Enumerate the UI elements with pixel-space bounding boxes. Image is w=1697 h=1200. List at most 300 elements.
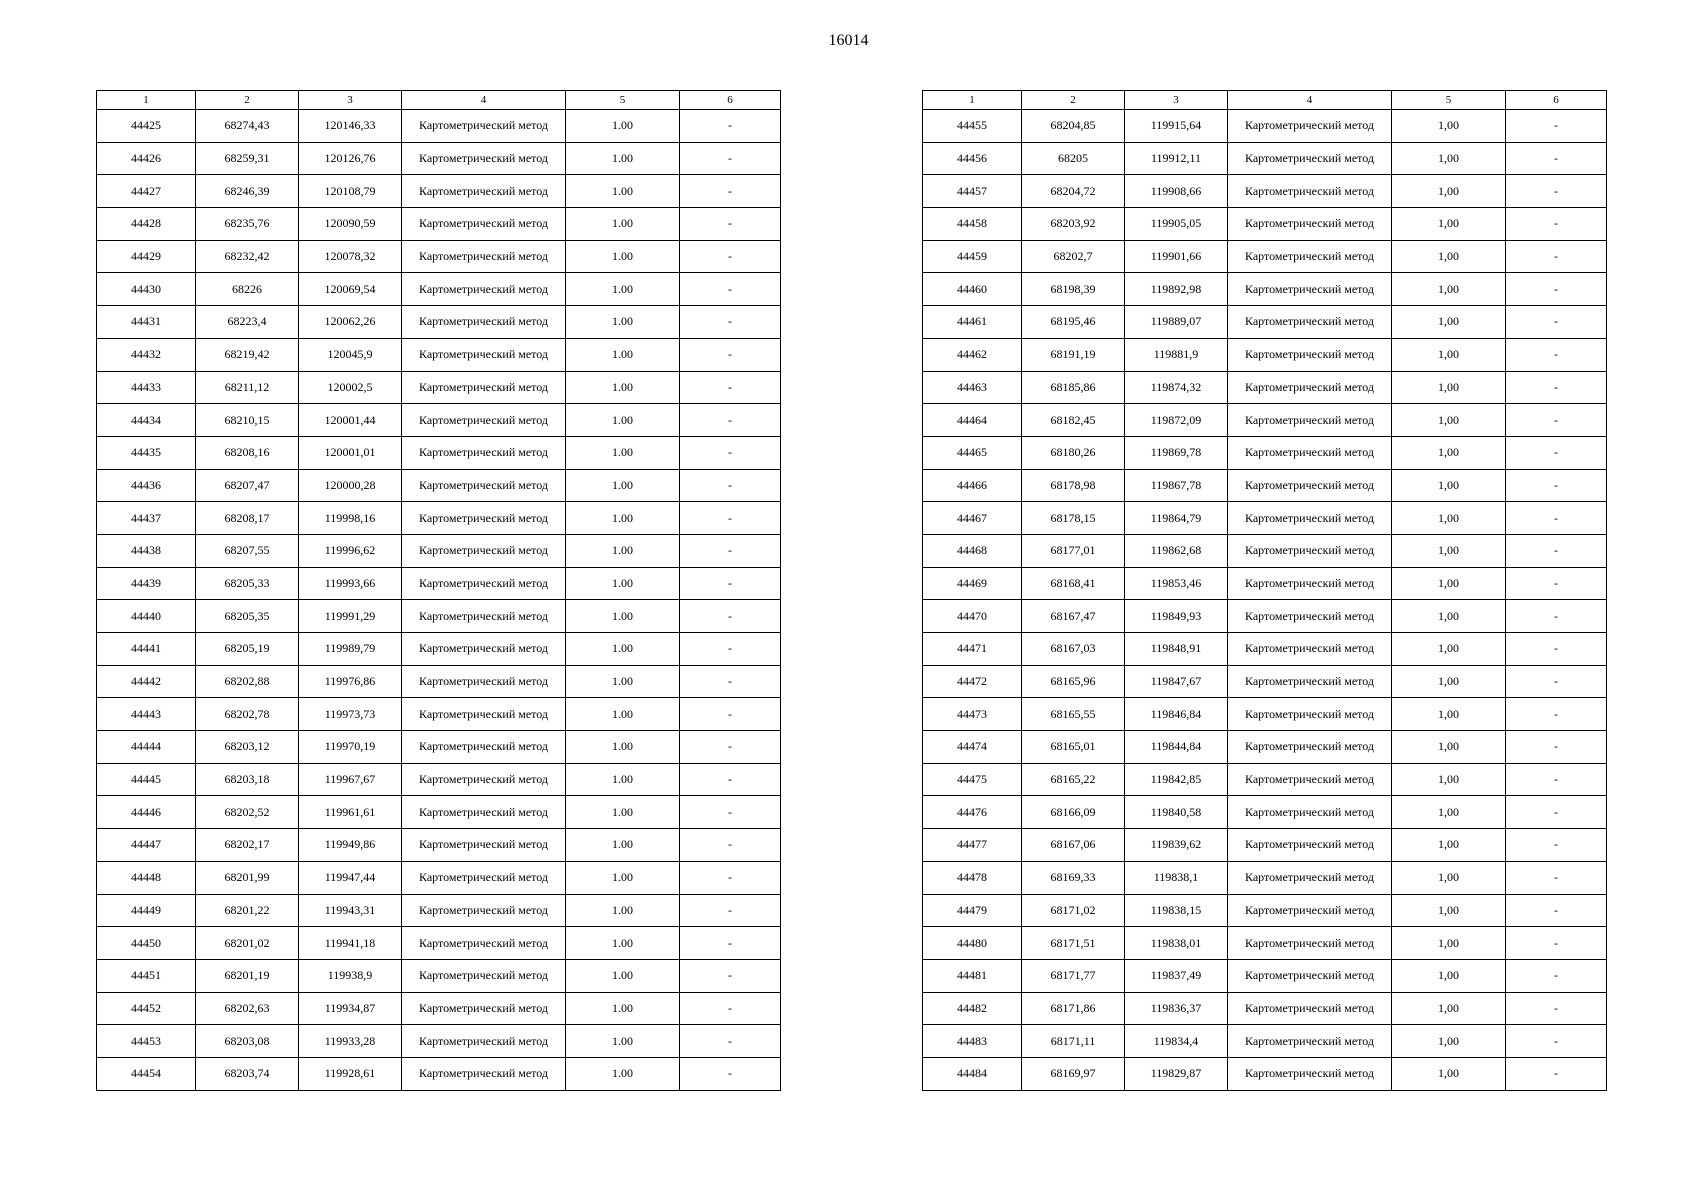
y-coordinate-cell: 119901,66 [1125,240,1228,273]
description-cell: - [680,796,781,829]
point-number-cell: 44430 [97,273,196,306]
x-coordinate-cell: 68203,18 [196,763,299,796]
point-number-cell: 44474 [923,731,1022,764]
description-cell: - [1506,861,1607,894]
x-coordinate-cell: 68207,55 [196,534,299,567]
description-cell: - [1506,633,1607,666]
column-header: 4 [1228,91,1392,110]
precision-cell: 1,00 [1392,633,1506,666]
point-number-cell: 44432 [97,338,196,371]
table-row [923,829,1607,862]
x-coordinate-cell: 68210,15 [196,404,299,437]
x-coordinate-cell: 68203,92 [1022,208,1125,241]
x-coordinate-cell: 68201,19 [196,959,299,992]
description-cell: - [1506,502,1607,535]
x-coordinate-cell: 68204,72 [1022,175,1125,208]
description-cell: - [680,600,781,633]
point-number-cell: 44478 [923,861,1022,894]
method-cell: Картометрический метод [1228,567,1392,600]
precision-cell: 1,00 [1392,992,1506,1025]
y-coordinate-cell: 119862,68 [1125,534,1228,567]
point-number-cell: 44447 [97,829,196,862]
x-coordinate-cell: 68202,7 [1022,240,1125,273]
y-coordinate-cell: 119961,61 [299,796,402,829]
point-number-cell: 44431 [97,306,196,339]
table-row [97,829,781,862]
description-cell: - [1506,600,1607,633]
table-row [923,992,1607,1025]
description-cell: - [1506,273,1607,306]
y-coordinate-cell: 120000,28 [299,469,402,502]
x-coordinate-cell: 68182,45 [1022,404,1125,437]
precision-cell: 1,00 [1392,404,1506,437]
y-coordinate-cell: 120126,76 [299,142,402,175]
precision-cell: 1.00 [566,110,680,143]
y-coordinate-cell: 119943,31 [299,894,402,927]
precision-cell: 1.00 [566,502,680,535]
table-row [97,763,781,796]
table-row [97,502,781,535]
y-coordinate-cell: 119941,18 [299,927,402,960]
x-coordinate-cell: 68171,86 [1022,992,1125,1025]
description-cell: - [680,731,781,764]
precision-cell: 1.00 [566,240,680,273]
point-number-cell: 44480 [923,927,1022,960]
precision-cell: 1,00 [1392,273,1506,306]
x-coordinate-cell: 68223,4 [196,306,299,339]
method-cell: Картометрический метод [402,796,566,829]
y-coordinate-cell: 120069,54 [299,273,402,306]
point-number-cell: 44428 [97,208,196,241]
precision-cell: 1,00 [1392,338,1506,371]
table-row [923,731,1607,764]
y-coordinate-cell: 120090,59 [299,208,402,241]
table-row [923,763,1607,796]
point-number-cell: 44425 [97,110,196,143]
method-cell: Картометрический метод [1228,371,1392,404]
method-cell: Картометрический метод [402,469,566,502]
method-cell: Картометрический метод [1228,404,1392,437]
column-header: 6 [1506,91,1607,110]
x-coordinate-cell: 68246,39 [196,175,299,208]
method-cell: Картометрический метод [402,338,566,371]
y-coordinate-cell: 119892,98 [1125,273,1228,306]
x-coordinate-cell: 68166,09 [1022,796,1125,829]
table-row [97,992,781,1025]
method-cell: Картометрический метод [402,502,566,535]
method-cell: Картометрический метод [402,142,566,175]
table-row [97,371,781,404]
x-coordinate-cell: 68202,63 [196,992,299,1025]
y-coordinate-cell: 119947,44 [299,861,402,894]
precision-cell: 1,00 [1392,894,1506,927]
description-cell: - [680,633,781,666]
x-coordinate-cell: 68203,74 [196,1057,299,1090]
y-coordinate-cell: 119874,32 [1125,371,1228,404]
point-number-cell: 44443 [97,698,196,731]
method-cell: Картометрический метод [402,1057,566,1090]
point-number-cell: 44471 [923,633,1022,666]
description-cell: - [1506,338,1607,371]
x-coordinate-cell: 68226 [196,273,299,306]
method-cell: Картометрический метод [402,110,566,143]
x-coordinate-cell: 68202,88 [196,665,299,698]
precision-cell: 1.00 [566,959,680,992]
y-coordinate-cell: 119933,28 [299,1025,402,1058]
x-coordinate-cell: 68232,42 [196,240,299,273]
y-coordinate-cell: 120002,5 [299,371,402,404]
point-number-cell: 44426 [97,142,196,175]
method-cell: Картометрический метод [1228,534,1392,567]
table-row [923,175,1607,208]
table-row [923,371,1607,404]
method-cell: Картометрический метод [1228,175,1392,208]
point-number-cell: 44434 [97,404,196,437]
y-coordinate-cell: 119842,85 [1125,763,1228,796]
x-coordinate-cell: 68198,39 [1022,273,1125,306]
method-cell: Картометрический метод [402,698,566,731]
y-coordinate-cell: 119970,19 [299,731,402,764]
point-number-cell: 44437 [97,502,196,535]
method-cell: Картометрический метод [1228,796,1392,829]
x-coordinate-cell: 68202,52 [196,796,299,829]
table-row [923,600,1607,633]
point-number-cell: 44476 [923,796,1022,829]
y-coordinate-cell: 119848,91 [1125,633,1228,666]
page-number: 16014 [828,32,869,49]
method-cell: Картометрический метод [402,600,566,633]
column-header: 1 [97,91,196,110]
precision-cell: 1,00 [1392,600,1506,633]
table-row [97,208,781,241]
table-row [923,534,1607,567]
header-row [97,91,781,110]
y-coordinate-cell: 119976,86 [299,665,402,698]
method-cell: Картометрический метод [1228,992,1392,1025]
description-cell: - [680,273,781,306]
y-coordinate-cell: 119881,9 [1125,338,1228,371]
description-cell: - [1506,959,1607,992]
y-coordinate-cell: 119834,4 [1125,1025,1228,1058]
table-row [97,436,781,469]
precision-cell: 1,00 [1392,861,1506,894]
table-row [923,927,1607,960]
table-row [97,404,781,437]
table-row [97,142,781,175]
method-cell: Картометрический метод [402,894,566,927]
precision-cell: 1.00 [566,992,680,1025]
table-row [97,240,781,273]
column-header: 5 [1392,91,1506,110]
method-cell: Картометрический метод [1228,959,1392,992]
point-number-cell: 44483 [923,1025,1022,1058]
x-coordinate-cell: 68205 [1022,142,1125,175]
method-cell: Картометрический метод [402,240,566,273]
y-coordinate-cell: 119867,78 [1125,469,1228,502]
point-number-cell: 44446 [97,796,196,829]
method-cell: Картометрический метод [1228,1025,1392,1058]
x-coordinate-cell: 68165,96 [1022,665,1125,698]
method-cell: Картометрический метод [402,404,566,437]
y-coordinate-cell: 119847,67 [1125,665,1228,698]
description-cell: - [680,861,781,894]
precision-cell: 1.00 [566,371,680,404]
coordinates-table-left [96,90,781,1091]
point-number-cell: 44460 [923,273,1022,306]
point-number-cell: 44456 [923,142,1022,175]
x-coordinate-cell: 68178,98 [1022,469,1125,502]
point-number-cell: 44465 [923,436,1022,469]
column-header: 2 [196,91,299,110]
description-cell: - [680,1025,781,1058]
y-coordinate-cell: 119840,58 [1125,796,1228,829]
point-number-cell: 44472 [923,665,1022,698]
description-cell: - [680,142,781,175]
description-cell: - [1506,731,1607,764]
x-coordinate-cell: 68201,22 [196,894,299,927]
method-cell: Картометрический метод [402,273,566,306]
precision-cell: 1,00 [1392,927,1506,960]
method-cell: Картометрический метод [402,731,566,764]
precision-cell: 1.00 [566,731,680,764]
method-cell: Картометрический метод [1228,763,1392,796]
precision-cell: 1.00 [566,567,680,600]
table-row [923,959,1607,992]
method-cell: Картометрический метод [1228,829,1392,862]
x-coordinate-cell: 68171,11 [1022,1025,1125,1058]
point-number-cell: 44433 [97,371,196,404]
description-cell: - [680,175,781,208]
table-row [923,1025,1607,1058]
precision-cell: 1,00 [1392,534,1506,567]
x-coordinate-cell: 68208,16 [196,436,299,469]
table-row [923,502,1607,535]
method-cell: Картометрический метод [1228,1057,1392,1090]
table-row [97,665,781,698]
precision-cell: 1,00 [1392,371,1506,404]
description-cell: - [1506,469,1607,502]
precision-cell: 1.00 [566,436,680,469]
table-row [923,240,1607,273]
precision-cell: 1,00 [1392,469,1506,502]
precision-cell: 1.00 [566,534,680,567]
description-cell: - [1506,175,1607,208]
description-cell: - [680,698,781,731]
description-cell: - [680,1057,781,1090]
table-row [97,633,781,666]
method-cell: Картометрический метод [1228,338,1392,371]
point-number-cell: 44463 [923,371,1022,404]
y-coordinate-cell: 120108,79 [299,175,402,208]
y-coordinate-cell: 119967,67 [299,763,402,796]
description-cell: - [1506,1057,1607,1090]
table-row [923,861,1607,894]
x-coordinate-cell: 68204,85 [1022,110,1125,143]
x-coordinate-cell: 68205,35 [196,600,299,633]
description-cell: - [680,534,781,567]
method-cell: Картометрический метод [1228,436,1392,469]
point-number-cell: 44429 [97,240,196,273]
x-coordinate-cell: 68274,43 [196,110,299,143]
table-row [97,567,781,600]
y-coordinate-cell: 119853,46 [1125,567,1228,600]
point-number-cell: 44452 [97,992,196,1025]
table-row [923,469,1607,502]
table-row [97,861,781,894]
point-number-cell: 44464 [923,404,1022,437]
y-coordinate-cell: 119836,37 [1125,992,1228,1025]
x-coordinate-cell: 68205,19 [196,633,299,666]
x-coordinate-cell: 68185,86 [1022,371,1125,404]
x-coordinate-cell: 68195,46 [1022,306,1125,339]
point-number-cell: 44466 [923,469,1022,502]
point-number-cell: 44441 [97,633,196,666]
precision-cell: 1,00 [1392,436,1506,469]
y-coordinate-cell: 119889,07 [1125,306,1228,339]
table-row [97,731,781,764]
description-cell: - [1506,763,1607,796]
method-cell: Картометрический метод [402,992,566,1025]
y-coordinate-cell: 119838,01 [1125,927,1228,960]
method-cell: Картометрический метод [402,633,566,666]
precision-cell: 1.00 [566,208,680,241]
y-coordinate-cell: 119844,84 [1125,731,1228,764]
description-cell: - [680,110,781,143]
precision-cell: 1,00 [1392,698,1506,731]
description-cell: - [1506,665,1607,698]
x-coordinate-cell: 68165,01 [1022,731,1125,764]
precision-cell: 1,00 [1392,959,1506,992]
method-cell: Картометрический метод [402,175,566,208]
table-row [97,600,781,633]
table-row [97,273,781,306]
table-row [923,142,1607,175]
table-row [97,175,781,208]
x-coordinate-cell: 68219,42 [196,338,299,371]
point-number-cell: 44444 [97,731,196,764]
x-coordinate-cell: 68180,26 [1022,436,1125,469]
description-cell: - [1506,567,1607,600]
description-cell: - [680,208,781,241]
column-header: 5 [566,91,680,110]
point-number-cell: 44439 [97,567,196,600]
y-coordinate-cell: 119973,73 [299,698,402,731]
table-row [97,306,781,339]
table-row [923,306,1607,339]
y-coordinate-cell: 119934,87 [299,992,402,1025]
table-row [97,796,781,829]
point-number-cell: 44462 [923,338,1022,371]
y-coordinate-cell: 119912,11 [1125,142,1228,175]
y-coordinate-cell: 119864,79 [1125,502,1228,535]
x-coordinate-cell: 68191,19 [1022,338,1125,371]
point-number-cell: 44435 [97,436,196,469]
y-coordinate-cell: 119998,16 [299,502,402,535]
y-coordinate-cell: 119869,78 [1125,436,1228,469]
y-coordinate-cell: 120062,26 [299,306,402,339]
precision-cell: 1.00 [566,633,680,666]
point-number-cell: 44449 [97,894,196,927]
precision-cell: 1,00 [1392,175,1506,208]
point-number-cell: 44475 [923,763,1022,796]
method-cell: Картометрический метод [402,829,566,862]
method-cell: Картометрический метод [1228,502,1392,535]
description-cell: - [680,567,781,600]
y-coordinate-cell: 119928,61 [299,1057,402,1090]
precision-cell: 1.00 [566,829,680,862]
coordinates-table-right [922,90,1607,1091]
precision-cell: 1,00 [1392,110,1506,143]
precision-cell: 1.00 [566,927,680,960]
x-coordinate-cell: 68201,99 [196,861,299,894]
point-number-cell: 44467 [923,502,1022,535]
y-coordinate-cell: 119938,9 [299,959,402,992]
method-cell: Картометрический метод [402,371,566,404]
x-coordinate-cell: 68202,17 [196,829,299,862]
y-coordinate-cell: 120001,44 [299,404,402,437]
x-coordinate-cell: 68171,77 [1022,959,1125,992]
point-number-cell: 44470 [923,600,1022,633]
table-row [97,469,781,502]
description-cell: - [1506,992,1607,1025]
precision-cell: 1.00 [566,338,680,371]
method-cell: Картометрический метод [402,665,566,698]
table-row [97,338,781,371]
y-coordinate-cell: 119837,49 [1125,959,1228,992]
column-header: 6 [680,91,781,110]
point-number-cell: 44442 [97,665,196,698]
x-coordinate-cell: 68259,31 [196,142,299,175]
y-coordinate-cell: 120001,01 [299,436,402,469]
y-coordinate-cell: 119838,1 [1125,861,1228,894]
x-coordinate-cell: 68235,76 [196,208,299,241]
description-cell: - [1506,1025,1607,1058]
method-cell: Картометрический метод [1228,110,1392,143]
y-coordinate-cell: 119905,05 [1125,208,1228,241]
y-coordinate-cell: 119996,62 [299,534,402,567]
precision-cell: 1.00 [566,763,680,796]
method-cell: Картометрический метод [1228,633,1392,666]
description-cell: - [1506,306,1607,339]
y-coordinate-cell: 119991,29 [299,600,402,633]
description-cell: - [1506,404,1607,437]
point-number-cell: 44454 [97,1057,196,1090]
precision-cell: 1.00 [566,273,680,306]
precision-cell: 1,00 [1392,240,1506,273]
x-coordinate-cell: 68167,47 [1022,600,1125,633]
description-cell: - [680,992,781,1025]
point-number-cell: 44453 [97,1025,196,1058]
precision-cell: 1,00 [1392,829,1506,862]
table-row [923,404,1607,437]
method-cell: Картометрический метод [1228,306,1392,339]
description-cell: - [680,338,781,371]
table-row [97,927,781,960]
point-number-cell: 44448 [97,861,196,894]
x-coordinate-cell: 68165,55 [1022,698,1125,731]
y-coordinate-cell: 119838,15 [1125,894,1228,927]
method-cell: Картометрический метод [1228,731,1392,764]
x-coordinate-cell: 68203,08 [196,1025,299,1058]
y-coordinate-cell: 119846,84 [1125,698,1228,731]
table-row [923,665,1607,698]
table-row [923,208,1607,241]
description-cell: - [680,665,781,698]
precision-cell: 1.00 [566,142,680,175]
table-row [97,534,781,567]
description-cell: - [1506,436,1607,469]
description-cell: - [680,894,781,927]
